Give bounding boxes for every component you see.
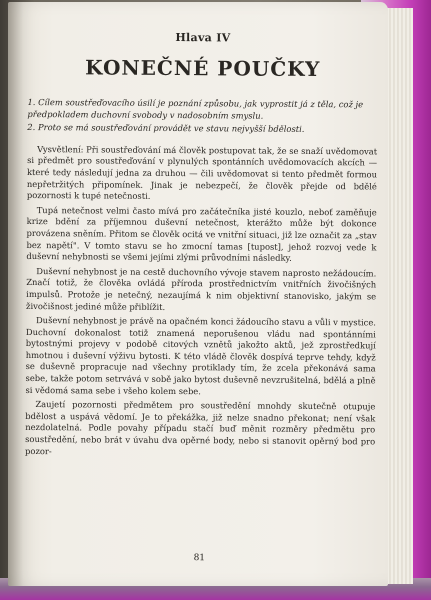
page-number: 81 [193, 553, 206, 564]
chapter-title: KONEČNÉ POUČKY [85, 55, 321, 82]
thesis-1: 1. Cílem soustřeďovacího úsilí je poznání způsobu, jak vyprostit já z těla, což je předpokladem duchovní svobody v nadosobním smyslu. [27, 96, 364, 121]
paragraph: Vysvětlení: Při soustřeďování má člověk postupovat tak, že se snaží uvědomovat si předmět pro soustřeďování v plynulých spontánních uvědomovacích akcích — které tedy následují jedna za druhou — čili uvědomovat si tento předmět formou nepřetržitých připomínek. Jinak je nebezpečí, že člověk přejde od bdělé pozornosti k tupé netečnosti. [26, 143, 378, 202]
paragraph: Duševní nehybnost je právě na opačném konci žádoucího stavu a vůli v mystice. Duchovní dokonalost totiž znamená neporušenou vládu nad spontánními bytostnými projevy v podobě citových vznětů jakožto aktů, jež zprostředkují hmotnou i duševní výživu bytosti. K této vládě člověk dospívá teprve tehdy, když se duševně propracuje nad všechny protiklady tím, že zcela překonává sama sebe, takže potom setrvává v sobě jako bytost duševně nevzrušitelná, bdělá a plně si vědomá sama sebe i všeho kolem sebe. [25, 315, 377, 396]
theses-block [27, 97, 377, 136]
thesis-2: 2. Proto se má soustřeďování provádět ve stavu nejvyšší bdělosti. [27, 122, 305, 135]
paragraph: Duševní nehybnost je na cestě duchovního vývoje stavem naprosto nežádoucím. Značí totiž, že člověka ovládá příroda prostřednictvím vnitřních živočišných impulsů. Protože je netečný, nezaujímá k nim objektivní stanovisko, jakým se živočišnost jediné může přiblížit. [26, 265, 377, 312]
chapter-label: Hlava IV [175, 31, 231, 45]
body-text [25, 144, 377, 460]
page-content [25, 30, 378, 564]
book-page [8, 2, 388, 586]
paragraph: Tupá netečnost velmi často mívá pro začátečníka jisté kouzlo, neboť zaměňuje krize bdění za příjemnou duševní netečnost, kterážto může být dokonce provázena sněním. Přitom se člověk ocitá ve vnitřní situaci, již lze označit za „stav bez napětí". V tomto stavu se ho zmocní tamas [tupost], jehož rozvoj vede k duševní nehybnosti se všemi jejími zlými průvodními následky. [26, 204, 377, 263]
paragraph: Zaujetí pozornosti předmětem pro soustředění mnohdy skutečně otupuje bdělost a uspává vědomí. Je to překážka, již nelze snadno překonat; není však nezdolatelná. Podle povahy případu stačí buď měnit rozměry předmětu pro soustředění, nebo brát v úvahu dva opěrné body, nebo si stanovit opěrný bod pro pozor- [25, 399, 376, 456]
